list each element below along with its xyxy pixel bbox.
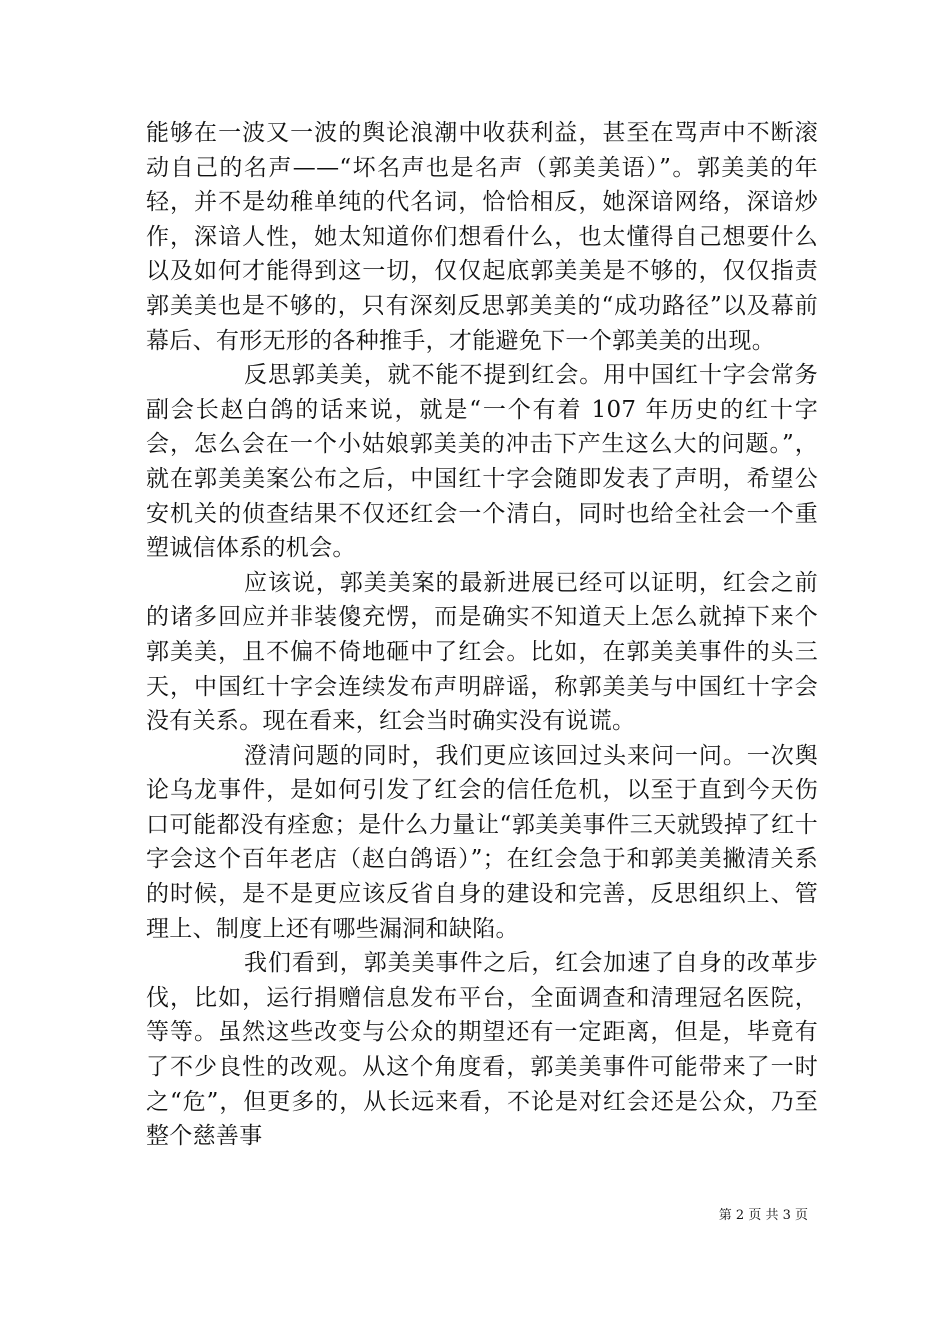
paragraph-3: 应该说，郭美美案的最新进展已经可以证明，红会之前的诸多回应并非装傻充愣，而是确实不知道天上怎么就掉下来个郭美美，且不偏不倚地砸中了红会。比如，在郭美美事件的头三天，中国红十字会连续发布声明辟谣，称郭美美与中国红十字会没有关系。现在看来，红会当时确实没有说谎。 — [146, 569, 818, 735]
page-number-footer: 第 2 页 共 3 页 — [718, 1208, 808, 1223]
article-body — [146, 116, 818, 1154]
paragraph-5: 我们看到，郭美美事件之后，红会加速了自身的改革步伐，比如，运行捐赠信息发布平台，全面调查和清理冠名医院，等等。虽然这些改变与公众的期望还有一定距离，但是，毕竟有了不少良性的改观。从这个角度看，郭美美事件可能带来了一时之“危”，但更多的，从长远来看，不论是对红会还是公众，乃至整个慈善事 — [146, 950, 818, 1150]
paragraph-2: 反思郭美美，就不能不提到红会。用中国红十字会常务副会长赵白鸽的话来说，就是“一个有着 107 年历史的红十字会，怎么会在一个小姑娘郭美美的冲击下产生这么大的问题。”，就在郭美美案公布之后，中国红十字会随即发表了声明，希望公安机关的侦查结果不仅还红会一个清白，同时也给全社会一个重塑诚信体系的机会。 — [146, 362, 818, 562]
paragraph-4: 澄清问题的同时，我们更应该回过头来问一问。一次舆论乌龙事件，是如何引发了红会的信任危机，以至于直到今天伤口可能都没有痊愈；是什么力量让“郭美美事件三天就毁掉了红十字会这个百年老店（赵白鸽语）”；在红会急于和郭美美撇清关系的时候，是不是更应该反省自身的建设和完善，反思组织上、管理上、制度上还有哪些漏洞和缺陷。 — [146, 742, 818, 942]
paragraph-1: 能够在一波又一波的舆论浪潮中收获利益，甚至在骂声中不断滚动自己的名声——“坏名声也是名声（郭美美语）”。郭美美的年轻，并不是幼稚单纯的代名词，恰恰相反，她深谙网络，深谙炒作，深谙人性，她太知道你们想看什么，也太懂得自己想要什么以及如何才能得到这一切，仅仅起底郭美美是不够的，仅仅指责郭美美也是不够的，只有深刻反思郭美美的“成功路径”以及幕前幕后、有形无形的各种推手，才能避免下一个郭美美的出现。 — [146, 120, 818, 354]
